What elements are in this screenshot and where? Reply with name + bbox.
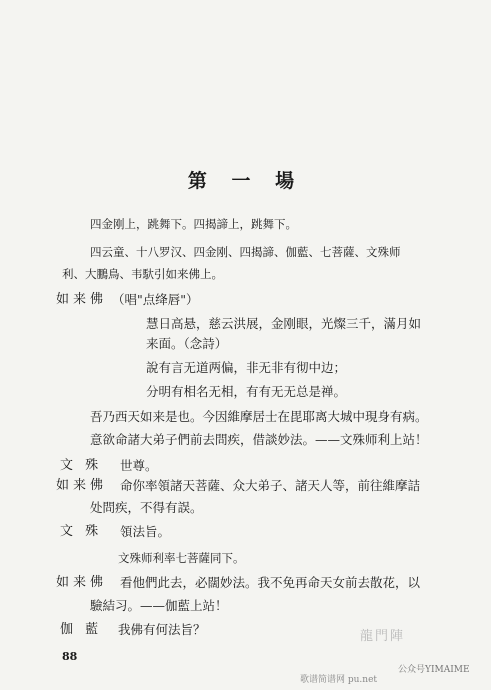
dialogue-line: 来面。（念詩） (146, 336, 228, 351)
dialogue-line: 驗結习。——伽藍上站！ (90, 598, 228, 613)
stage-direction-1: 四金刚上，跳舞下。四揭諦上，跳舞下。 (90, 217, 297, 231)
dialogue-line: 看他們此去，必闊妙法。我不免再命天女前去散花，以 (120, 575, 421, 590)
page-number: 88 (62, 650, 78, 663)
dialogue-line: 处問疾，不得有誤。 (90, 500, 203, 515)
scene-title: 第 一 場 (187, 170, 304, 192)
stage-direction-3: 文殊师利率七菩薩同下。 (118, 551, 245, 565)
dialogue-line: 慧日高悬，慈云洪展，金刚眼，光燦三千，滿月如 (146, 316, 422, 331)
speaker-jialan: 伽 藍 (60, 622, 103, 637)
speaker-wenshu: 文 殊 (60, 524, 103, 539)
verse-line: 分明有相名无相，有有无无总是禅。 (146, 384, 347, 399)
dialogue-line: 世尊。 (120, 458, 158, 473)
speaker-wenshu: 文 殊 (60, 458, 103, 473)
speaker-rulai: 如来佛 (56, 575, 108, 590)
dialogue-line: 我佛有何法旨？ (118, 622, 206, 637)
speaker-rulai: 如来佛 (56, 478, 108, 493)
footer-text: 歌谱简谱网 pu.net (300, 675, 378, 685)
stage-direction-2b: 利、大鵬鳥、韦馱引如来佛上。 (62, 267, 223, 281)
stage-direction-2a: 四云童、十八罗汉、四金刚、四揭諦、伽藍、七菩薩、文殊师 (90, 245, 401, 259)
dialogue-line: 領法旨。 (120, 524, 171, 539)
verse-line: 說有言无道两偏，非无非有彻中边； (146, 360, 347, 375)
dialogue-line: 意欲命諸大弟子們前去問疾，借談妙法。——文殊师利上站！ (90, 432, 428, 447)
dialogue-line: 命你率領諸天菩薩、众大弟子、諸天人等，前往維摩詰 (120, 478, 421, 493)
dialogue-line: 吾乃西天如来是也。今因維摩居士在毘耶离大城中現身有病。 (90, 409, 428, 424)
site-label: 公众号YIMAIME (398, 665, 470, 675)
dialogue-line: （唱"点绛唇"） (112, 292, 199, 307)
watermark: 龍門陣 (360, 629, 406, 644)
speaker-rulai: 如来佛 (56, 292, 108, 307)
